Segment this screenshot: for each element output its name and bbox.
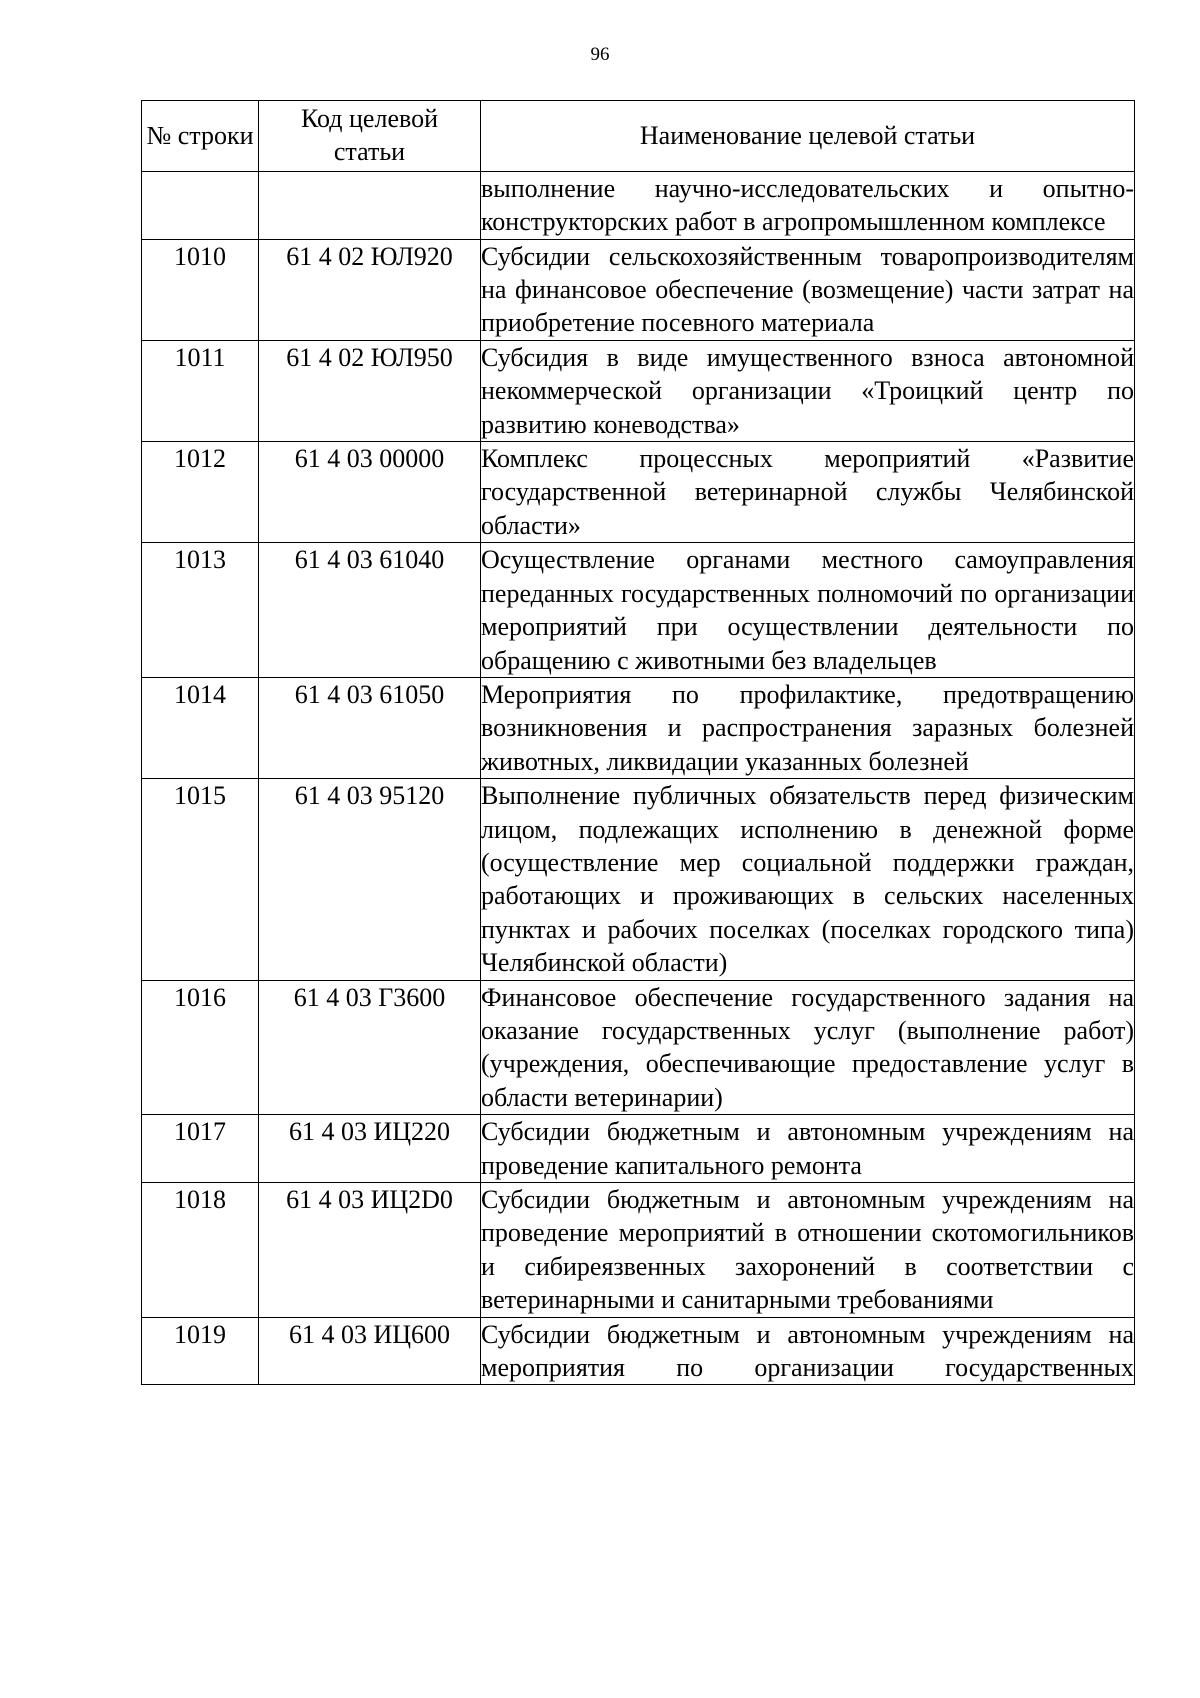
target-articles-table <box>141 100 1135 1385</box>
table-row <box>142 1317 1135 1385</box>
code-cell: 61 4 03 00000 <box>259 442 481 543</box>
code-cell: 61 4 03 ИЦ220 <box>259 1115 481 1183</box>
name-cell: Субсидии бюджетным и автономным учреждениям на мероприятия по организации государственных <box>481 1317 1135 1385</box>
row-number-cell: 1014 <box>142 677 259 778</box>
code-cell: 61 4 03 61050 <box>259 677 481 778</box>
name-cell: Комплекс процессных мероприятий «Развитие государственной ветеринарной службы Челябинской области» <box>481 442 1135 543</box>
header-name: Наименование целевой статьи <box>481 101 1135 172</box>
row-number-cell: 1017 <box>142 1115 259 1183</box>
row-number-cell: 1011 <box>142 340 259 441</box>
row-number-cell: 1010 <box>142 239 259 340</box>
code-cell: 61 4 02 ЮЛ920 <box>259 239 481 340</box>
code-cell <box>259 171 481 239</box>
header-code: Код целевой статьи <box>259 101 481 172</box>
code-cell: 61 4 03 95120 <box>259 779 481 980</box>
table-row <box>142 779 1135 980</box>
row-number-cell: 1012 <box>142 442 259 543</box>
name-cell: Субсидии бюджетным и автономным учреждениям на проведение капитального ремонта <box>481 1115 1135 1183</box>
table-row <box>142 340 1135 441</box>
table-row <box>142 1183 1135 1318</box>
code-cell: 61 4 03 ИЦ2D0 <box>259 1183 481 1318</box>
code-cell: 61 4 03 ИЦ600 <box>259 1317 481 1385</box>
table-row <box>142 677 1135 778</box>
code-cell: 61 4 03 Г3600 <box>259 980 481 1115</box>
table-row <box>142 543 1135 678</box>
row-number-cell <box>142 171 259 239</box>
name-cell: Мероприятия по профилактике, предотвращению возникновения и распространения заразных болезней животных, ликвидации указанных болезней <box>481 677 1135 778</box>
name-cell: Финансовое обеспечение государственного задания на оказание государственных услуг (выполнение работ) (учреждения, обеспечивающие предоставление услуг в области ветеринарии) <box>481 980 1135 1115</box>
table-row <box>142 239 1135 340</box>
row-number-cell: 1016 <box>142 980 259 1115</box>
code-cell: 61 4 02 ЮЛ950 <box>259 340 481 441</box>
table-row <box>142 442 1135 543</box>
row-number-cell: 1013 <box>142 543 259 678</box>
code-cell: 61 4 03 61040 <box>259 543 481 678</box>
page-number: 96 <box>590 44 610 65</box>
name-cell: Выполнение публичных обязательств перед физическим лицом, подлежащих исполнению в денежной форме (осуществление мер социальной поддержки граждан, работающих и проживающих в сельских населенных пунктах и рабочих поселках (поселках городского типа) Челябинской области) <box>481 779 1135 980</box>
name-cell: Субсидия в виде имущественного взноса автономной некоммерческой организации «Троицкий центр по развитию коневодства» <box>481 340 1135 441</box>
table-row <box>142 980 1135 1115</box>
name-cell: Субсидии бюджетным и автономным учреждениям на проведение мероприятий в отношении скотомогильников и сибиреязвенных захоронений в соответствии с ветеринарными и санитарными требованиями <box>481 1183 1135 1318</box>
name-cell: Субсидии сельскохозяйственным товаропроизводителям на финансовое обеспечение (возмещение) части затрат на приобретение посевного материала <box>481 239 1135 340</box>
name-cell: Осуществление органами местного самоуправления переданных государственных полномочий по организации мероприятий при осуществлении деятельности по обращению с животными без владельцев <box>481 543 1135 678</box>
row-number-cell: 1018 <box>142 1183 259 1318</box>
table-header-row <box>142 101 1135 172</box>
header-row-number: № строки <box>142 101 259 172</box>
row-number-cell: 1015 <box>142 779 259 980</box>
table-row <box>142 171 1135 239</box>
row-number-cell: 1019 <box>142 1317 259 1385</box>
name-cell: выполнение научно-исследовательских и опытно-конструкторских работ в агропромышленном комплексе <box>481 171 1135 239</box>
table-row <box>142 1115 1135 1183</box>
